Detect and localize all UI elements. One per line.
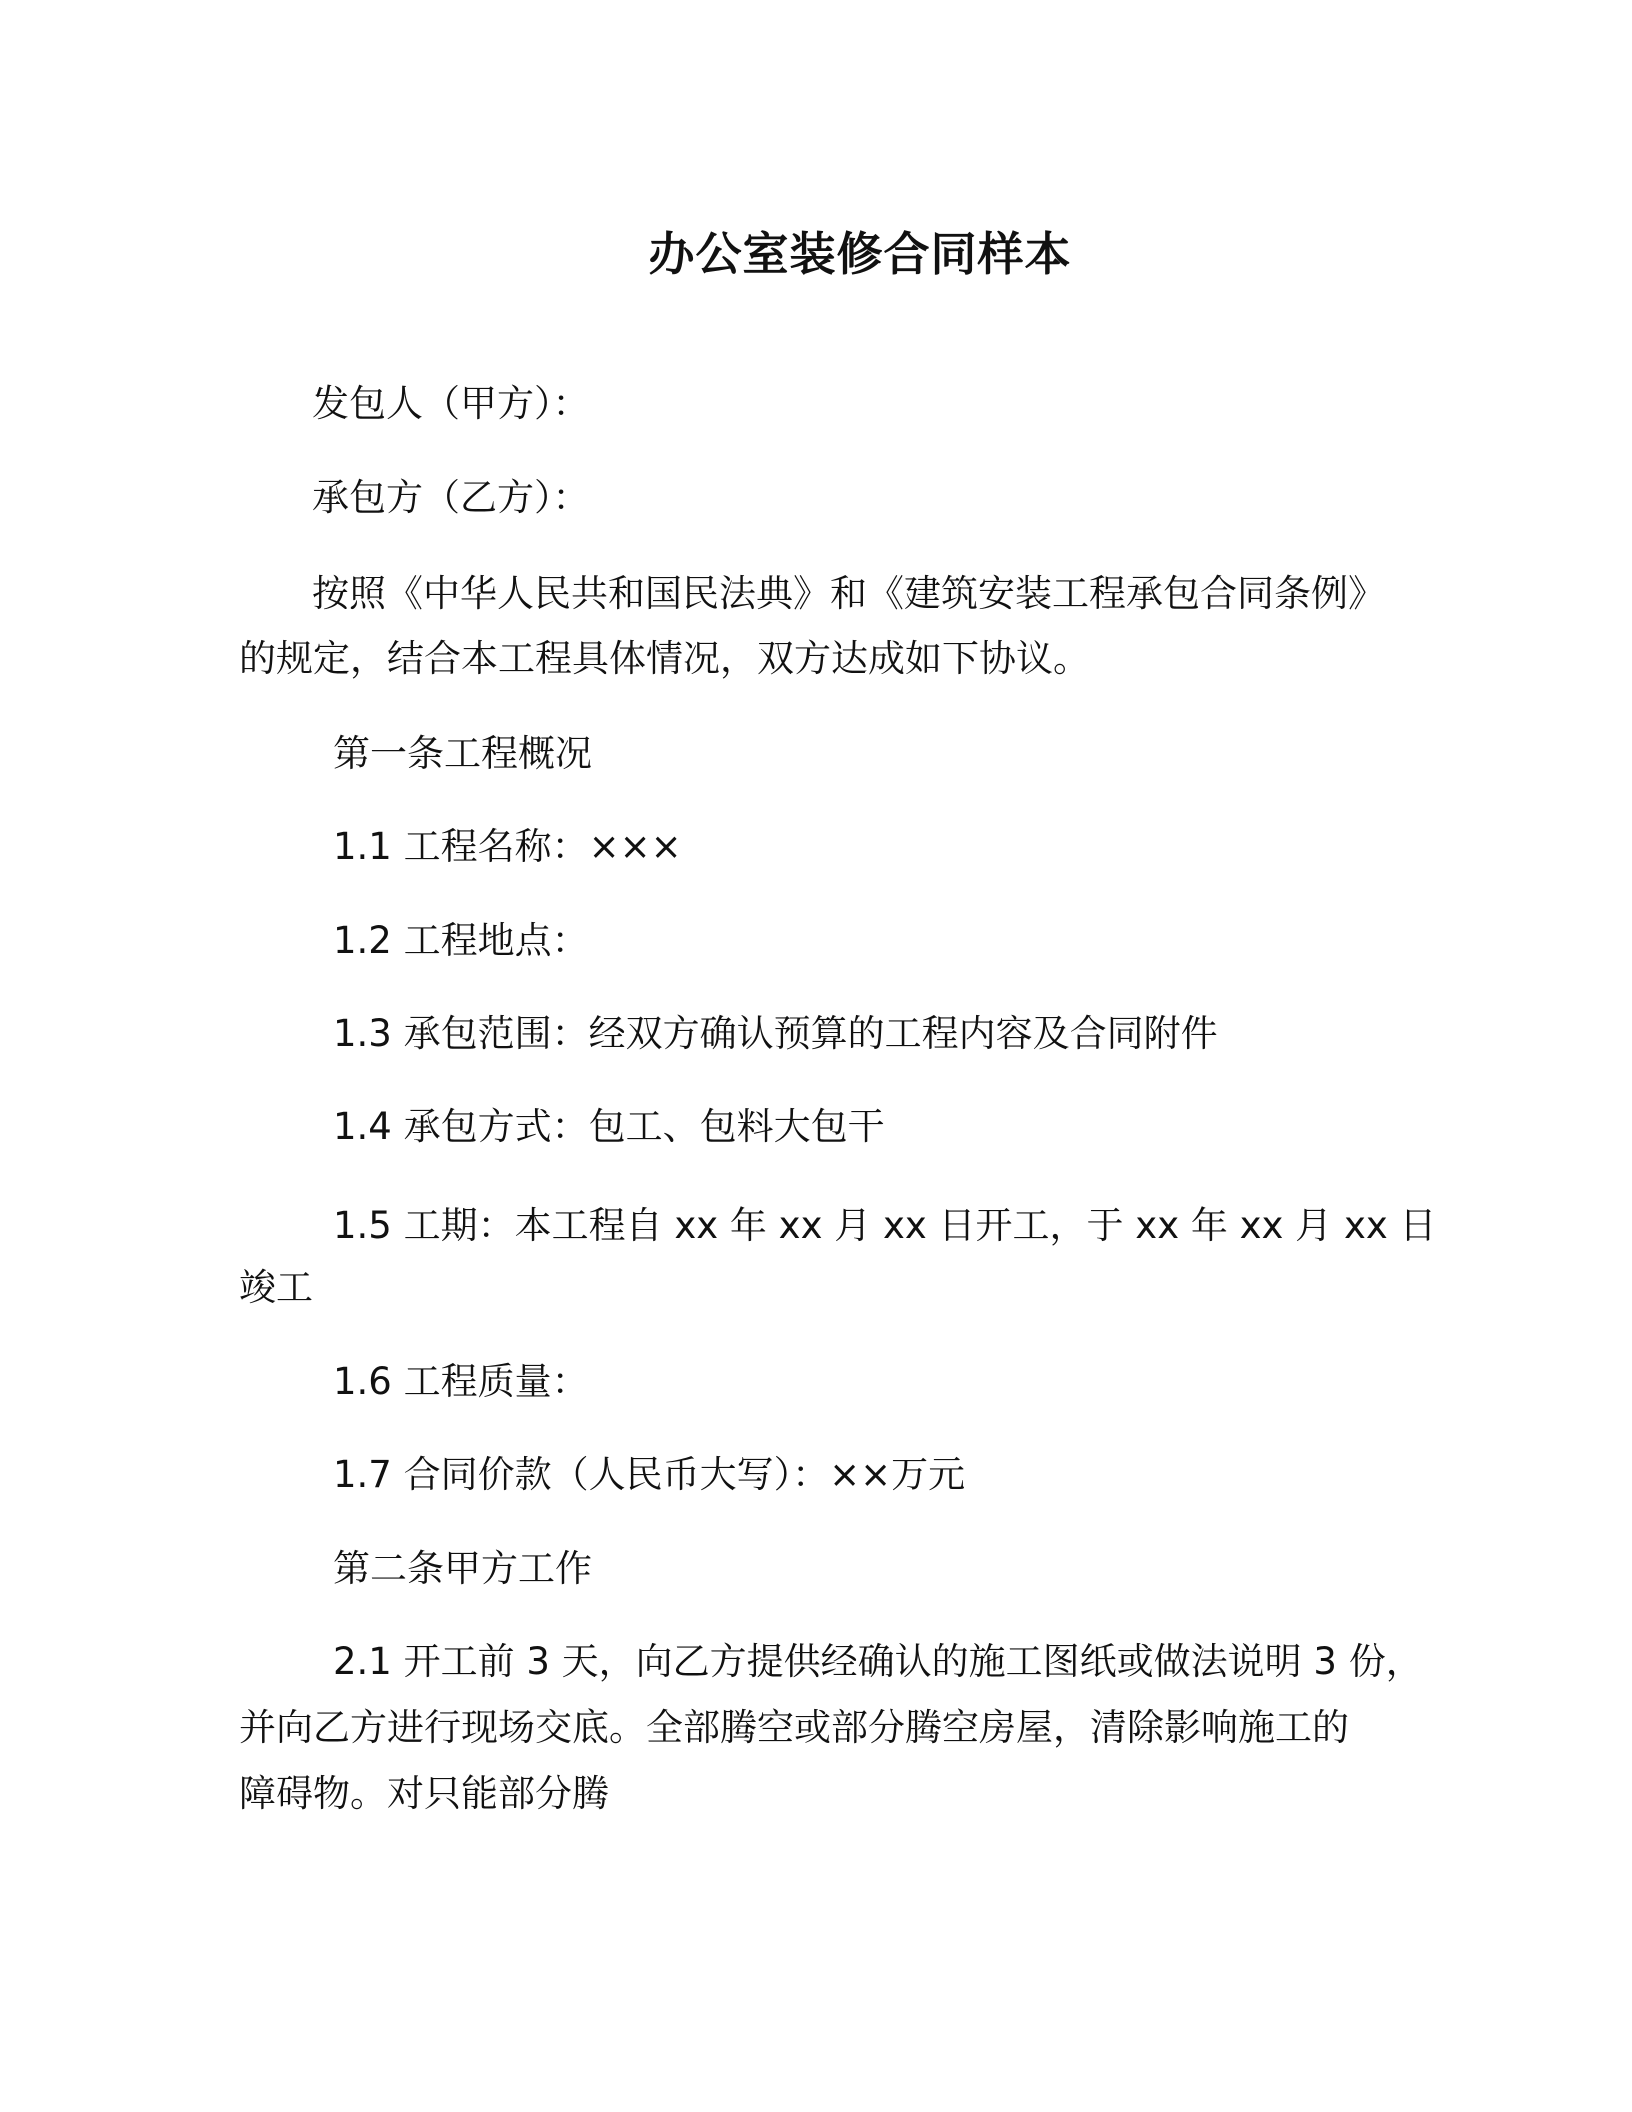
article-1-item-5-line-2: 竣工 bbox=[239, 1266, 313, 1309]
party-a-label: 发包人（甲方）： bbox=[312, 382, 590, 425]
article-1-item-3: 1.3 承包范围：经双方确认预算的工程内容及合同附件 bbox=[333, 1012, 1218, 1055]
article-1-heading: 第一条工程概况 bbox=[333, 732, 592, 775]
article-1-item-5-line-1: 1.5 工期：本工程自 xx 年 xx 月 xx 日开工，于 xx 年 xx 月 xx 日 bbox=[333, 1204, 1437, 1247]
article-1-item-1: 1.1 工程名称：××× bbox=[333, 825, 682, 868]
party-b-label: 承包方（乙方）： bbox=[312, 476, 590, 519]
article-2-heading: 第二条甲方工作 bbox=[333, 1547, 592, 1590]
article-1-item-6: 1.6 工程质量： bbox=[333, 1360, 589, 1403]
preamble-line-2: 的规定，结合本工程具体情况，双方达成如下协议。 bbox=[239, 637, 1090, 680]
article-2-item-1-line-2: 并向乙方进行现场交底。全部腾空或部分腾空房屋，清除影响施工的 bbox=[239, 1706, 1349, 1749]
article-1-item-7: 1.7 合同价款（人民币大写）：××万元 bbox=[333, 1453, 966, 1496]
article-2-item-1-line-1: 2.1 开工前 3 天，向乙方提供经确认的施工图纸或做法说明 3 份， bbox=[333, 1640, 1423, 1683]
article-2-item-1-line-3: 障碍物。对只能部分腾 bbox=[239, 1772, 609, 1815]
article-1-item-4: 1.4 承包方式：包工、包料大包干 bbox=[333, 1105, 885, 1148]
preamble-line-1: 按照《中华人民共和国民法典》和《建筑安装工程承包合同条例》 bbox=[312, 572, 1385, 615]
article-1-item-2: 1.2 工程地点： bbox=[333, 919, 589, 962]
document-title: 办公室装修合同样本 bbox=[648, 227, 1072, 281]
